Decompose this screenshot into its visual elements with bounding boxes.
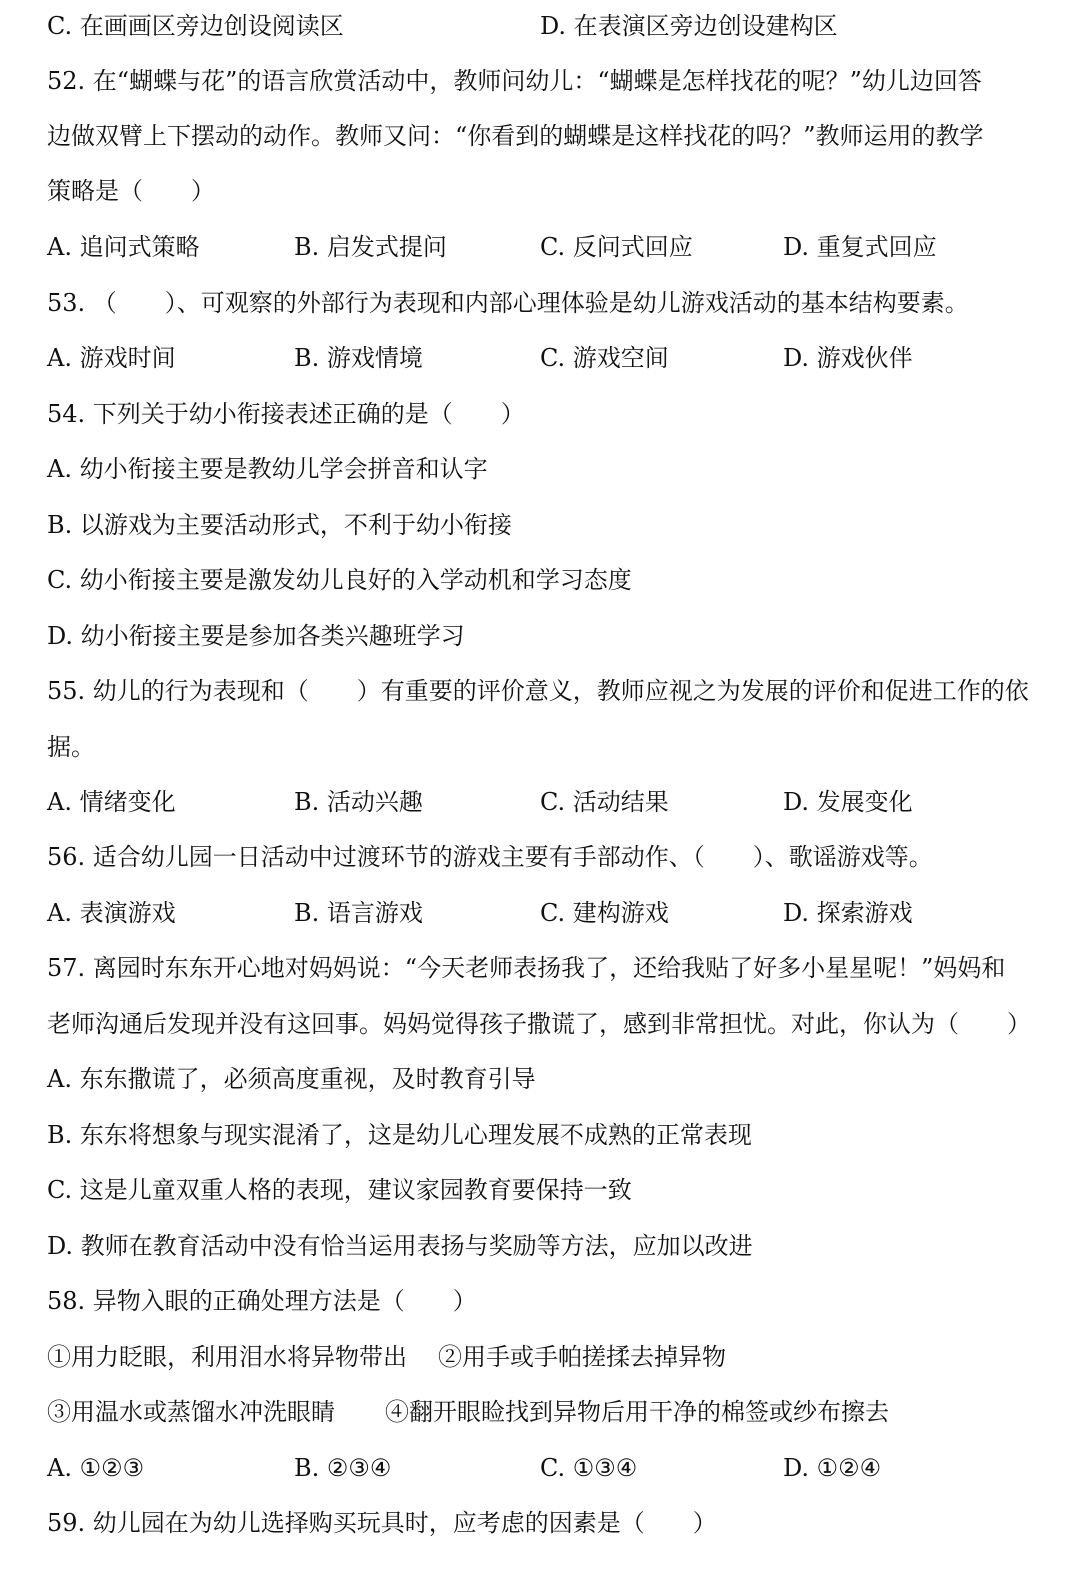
q58-option-a: A. ①②③ <box>47 1454 145 1482</box>
q53-option-a: A. 游戏时间 <box>47 344 176 372</box>
q59-stem: 59. 幼儿园在为幼儿选择购买玩具时，应考虑的因素是（ ） <box>47 1509 717 1537</box>
q57-option-d: D. 教师在教育活动中没有恰当运用表扬与奖励等方法，应加以改进 <box>47 1232 753 1260</box>
q52-option-b: B. 启发式提问 <box>294 233 447 261</box>
q58-item-1: ①用力眨眼，利用泪水将异物带出 <box>47 1343 407 1371</box>
q56-stem: 56. 适合幼儿园一日活动中过渡环节的游戏主要有手部动作、（ ）、歌谣游戏等。 <box>47 843 933 871</box>
q54-option-a: A. 幼小衔接主要是教幼儿学会拼音和认字 <box>47 455 488 483</box>
q55-option-c: C. 活动结果 <box>540 788 669 816</box>
q55-option-a: A. 情绪变化 <box>47 788 176 816</box>
q51-option-d: D. 在表演区旁边创设建构区 <box>540 12 838 40</box>
q54-option-c: C. 幼小衔接主要是激发幼儿良好的入学动机和学习态度 <box>47 566 632 594</box>
q52-stem-line-1: 52. 在“蝴蝶与花”的语言欣赏活动中，教师问幼儿：“蝴蝶是怎样找花的呢？”幼儿边回答 <box>47 67 982 95</box>
q54-option-b: B. 以游戏为主要活动形式，不利于幼小衔接 <box>47 511 512 539</box>
q57-option-b: B. 东东将想象与现实混淆了，这是幼儿心理发展不成熟的正常表现 <box>47 1121 752 1149</box>
q58-option-c: C. ①③④ <box>540 1454 638 1482</box>
q52-stem-line-3: 策略是（ ） <box>47 177 215 205</box>
q55-stem-line-1: 55. 幼儿的行为表现和（ ）有重要的评价意义，教师应视之为发展的评价和促进工作的依 <box>47 677 1029 705</box>
q55-option-b: B. 活动兴趣 <box>294 788 423 816</box>
q54-option-d: D. 幼小衔接主要是参加各类兴趣班学习 <box>47 622 465 650</box>
q56-option-c: C. 建构游戏 <box>540 899 669 927</box>
q58-item-4: ④翻开眼睑找到异物后用干净的棉签或纱布擦去 <box>385 1398 889 1426</box>
q55-stem-line-2: 据。 <box>47 733 95 761</box>
q58-stem: 58. 异物入眼的正确处理方法是（ ） <box>47 1287 477 1315</box>
q53-stem: 53. （ ）、可观察的外部行为表现和内部心理体验是幼儿游戏活动的基本结构要素。 <box>47 289 969 317</box>
q56-option-a: A. 表演游戏 <box>47 899 176 927</box>
q53-option-d: D. 游戏伙伴 <box>783 344 913 372</box>
q57-option-c: C. 这是儿童双重人格的表现，建议家园教育要保持一致 <box>47 1176 632 1204</box>
q52-stem-line-2: 边做双臂上下摆动的动作。教师又问：“你看到的蝴蝶是这样找花的吗？”教师运用的教学 <box>47 122 984 150</box>
q57-stem-line-1: 57. 离园时东东开心地对妈妈说：“今天老师表扬我了，还给我贴了好多小星星呢！”妈妈和 <box>47 954 1006 982</box>
q51-option-c: C. 在画画区旁边创设阅读区 <box>47 12 344 40</box>
q53-option-c: C. 游戏空间 <box>540 344 669 372</box>
q52-option-d: D. 重复式回应 <box>783 233 937 261</box>
q58-item-2: ②用手或手帕搓揉去掉异物 <box>438 1343 726 1371</box>
q54-stem: 54. 下列关于幼小衔接表述正确的是（ ） <box>47 400 525 428</box>
q52-option-c: C. 反问式回应 <box>540 233 693 261</box>
q56-option-d: D. 探索游戏 <box>783 899 913 927</box>
q58-item-3: ③用温水或蒸馏水冲洗眼睛 <box>47 1398 335 1426</box>
q52-option-a: A. 追问式策略 <box>47 233 200 261</box>
q57-option-a: A. 东东撒谎了，必须高度重视，及时教育引导 <box>47 1065 536 1093</box>
q58-option-d: D. ①②④ <box>783 1454 882 1482</box>
q55-option-d: D. 发展变化 <box>783 788 913 816</box>
q56-option-b: B. 语言游戏 <box>294 899 423 927</box>
q58-option-b: B. ②③④ <box>294 1454 392 1482</box>
q57-stem-line-2: 老师沟通后发现并没有这回事。妈妈觉得孩子撒谎了，感到非常担忧。对此，你认为（ ） <box>47 1010 1031 1038</box>
q53-option-b: B. 游戏情境 <box>294 344 423 372</box>
